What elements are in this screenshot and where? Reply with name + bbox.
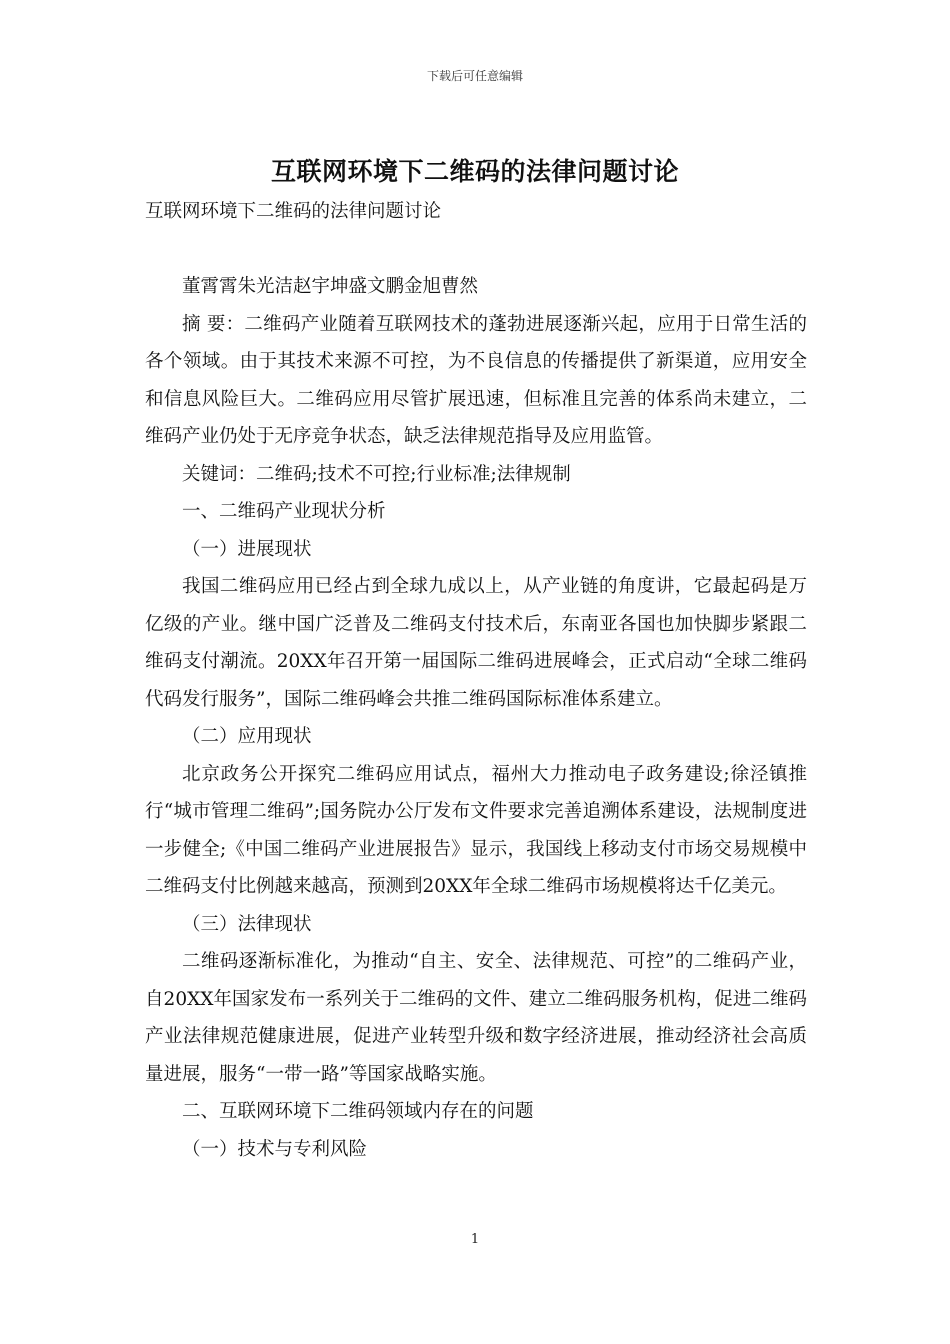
subsection-heading-application: （二）应用现状 (182, 726, 312, 747)
document-body (145, 193, 807, 1168)
subsection-heading-progress: （一）进展现状 (182, 538, 312, 560)
keywords-line: 关键词：二维码;技术不可控;行业标准;法律规制 (182, 463, 571, 485)
subsection-heading-legal: （三）法律现状 (182, 913, 312, 935)
document-subtitle: 互联网环境下二维码的法律问题讨论 (145, 201, 442, 222)
blank-line (145, 231, 807, 269)
progress-paragraph: 我国二维码应用已经占到全球九成以上，从产业链的角度讲，它最起码是万亿级的产业。继中国广泛普及二维码支付技术后，东南亚各国也加快脚步紧跟二维码支付潮流。20XX年召开第一届国际二维码进展峰会，正式启动“全球二维码代码发行服务”，国际二维码峰会共推二维码国际标准体系建立。 (145, 576, 807, 710)
section-heading-1: 一、二维码产业现状分析 (182, 501, 386, 522)
legal-paragraph: 二维码逐渐标准化，为推动“自主、安全、法律规范、可控”的二维码产业，自20XX年国家发布一系列关于二维码的文件、建立二维码服务机构，促进二维码产业法律规范健康进展，促进产业转型升级和数字经济进展，推动经济社会高质量进展，服务“一带一路”等国家战略实施。 (145, 951, 807, 1085)
subsection-heading-tech-risk: （一）技术与专利风险 (182, 1138, 368, 1160)
page-header-note: 下载后可任意编辑 (426, 69, 523, 83)
document-title: 互联网环境下二维码的法律问题讨论 (270, 157, 679, 186)
abstract-paragraph: 摘 要：二维码产业随着互联网技术的蓬勃进展逐渐兴起，应用于日常生活的各个领域。由于其技术来源不可控，为不良信息的传播提供了新渠道，应用安全和信息风险巨大。二维码应用尽管扩展迅速，但标准且完善的体系尚未建立，二维码产业仍处于无序竞争状态，缺乏法律规范指导及应用监管。 (145, 313, 807, 447)
section-heading-2: 二、互联网环境下二维码领域内存在的问题 (182, 1101, 534, 1122)
page-number: 1 (470, 1232, 480, 1247)
authors-line: 董霄霄朱光洁赵宇坤盛文鹏金旭曹然 (182, 276, 479, 297)
application-paragraph: 北京政务公开探究二维码应用试点，福州大力推动电子政务建设;徐泾镇推行“城市管理二维码”;国务院办公厅发布文件要求完善追溯体系建设，法规制度进一步健全;《中国二维码产业进展报告》显示，我国线上移动支付市场交易规模中二维码支付比例越来越高，预测到20XX年全球二维码市场规模将达千亿美元。 (145, 763, 807, 897)
